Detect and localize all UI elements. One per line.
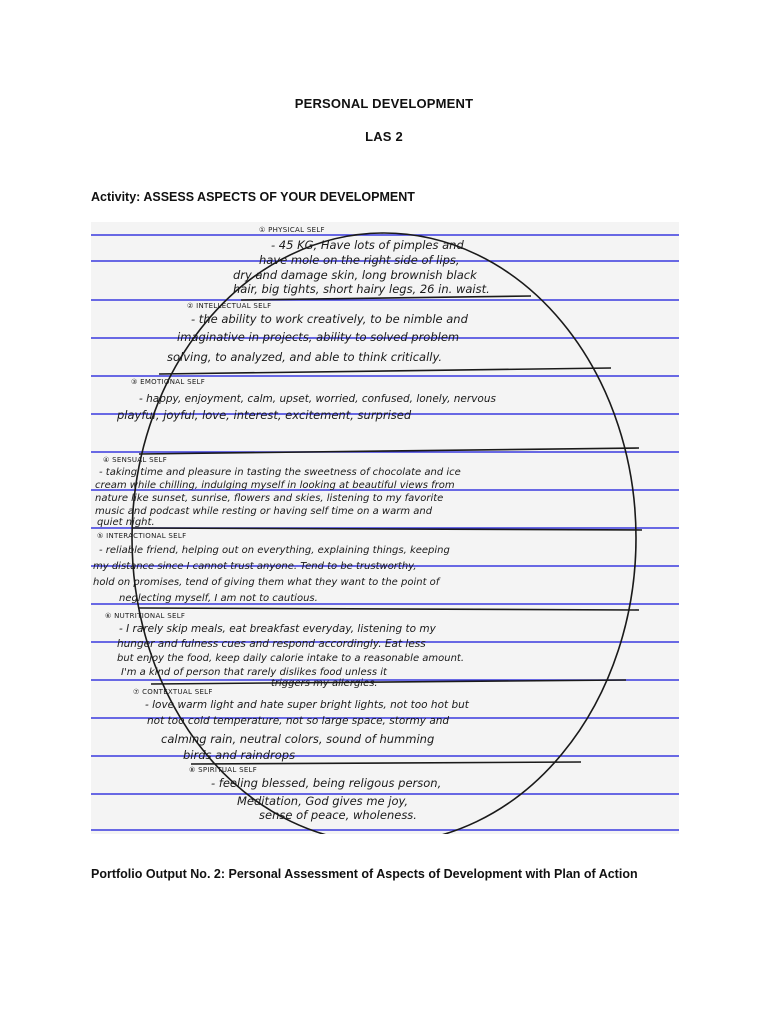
contextual-line-1: - love warm light and hate super bright lights, not too hot but	[145, 699, 469, 711]
contextual-line-2: not too cold temperature, not so large space, stormy and	[147, 715, 450, 727]
page-subtitle: LAS 2	[365, 129, 403, 144]
physical-line-1: - 45 KG, Have lots of pimples and	[271, 238, 464, 252]
contextual-line-3: calming rain, neutral colors, sound of humming	[161, 732, 435, 746]
page-title: PERSONAL DEVELOPMENT	[294, 96, 474, 111]
section-label-intellectual: ② INTELLECTUAL SELF	[187, 302, 272, 310]
nutritional-line-5: triggers my allergies.	[271, 678, 378, 689]
sensual-line-3: nature like sunset, sunrise, flowers and skies, listening to my favorite	[95, 493, 444, 504]
sensual-line-5: quiet night.	[97, 517, 155, 528]
spiritual-line-3: sense of peace, wholeness.	[259, 808, 417, 822]
spiritual-line-1: - feeling blessed, being religous person,	[211, 776, 442, 790]
emotional-line-1: - happy, enjoyment, calm, upset, worried, confused, lonely, nervous	[139, 393, 496, 405]
sensual-line-4: music and podcast while resting or having self time on a warm and	[95, 506, 433, 517]
physical-line-4: hair, big tights, short hairy legs, 26 in. waist.	[233, 282, 490, 296]
sensual-line-1: - taking time and pleasure in tasting the sweetness of chocolate and ice	[99, 467, 461, 478]
nutritional-line-2: hunger and fulness cues and respond accordingly. Eat less	[117, 638, 426, 650]
section-label-contextual: ⑦ CONTEXTUAL SELF	[133, 688, 213, 696]
portfolio-heading: Portfolio Output No. 2: Personal Assessment of Aspects of Development with Plan of Action	[91, 867, 638, 881]
physical-line-3: dry and damage skin, long brownish black	[233, 268, 477, 282]
activity-heading: Activity: ASSESS ASPECTS OF YOUR DEVELOPMENT	[91, 190, 415, 204]
section-label-emotional: ③ EMOTIONAL SELF	[131, 378, 206, 386]
physical-line-2: have mole on the right side of lips,	[259, 253, 460, 267]
interactional-line-1: - reliable friend, helping out on everything, explaining things, keeping	[99, 545, 450, 556]
nutritional-line-4: I'm a kind of person that rarely dislikes food unless it	[121, 667, 387, 678]
nutritional-line-1: - I rarely skip meals, eat breakfast everyday, listening to my	[119, 623, 436, 635]
section-label-physical: ① PHYSICAL SELF	[259, 226, 325, 234]
interactional-line-3: hold on promises, tend of giving them what they want to the point of	[93, 577, 440, 588]
section-label-nutritional: ⑥ NUTRITIONAL SELF	[105, 612, 186, 620]
handwritten-assessment-photo	[91, 222, 679, 834]
section-label-sensual: ④ SENSUAL SELF	[103, 456, 168, 464]
section-label-spiritual: ⑧ SPIRITUAL SELF	[189, 766, 258, 774]
contextual-line-4: birds and raindrops	[183, 748, 296, 762]
spiritual-line-2: Meditation, God gives me joy,	[237, 794, 409, 808]
emotional-line-2: playful, joyful, love, interest, excitement, surprised	[117, 408, 412, 422]
nutritional-line-3: but enjoy the food, keep daily calorie intake to a reasonable amount.	[117, 653, 465, 664]
section-label-interactional: ⑤ INTERACTIONAL SELF	[97, 532, 187, 540]
intellectual-line-1: - the ability to work creatively, to be nimble and	[191, 312, 468, 326]
interactional-line-4: neglecting myself, I am not to cautious.	[119, 593, 318, 604]
intellectual-line-3: solving, to analyzed, and able to think critically.	[167, 350, 443, 364]
sensual-line-2: cream while chilling, indulging myself in looking at beautiful views from	[95, 480, 455, 491]
interactional-line-2: my distance since I cannot trust anyone. Tend to be trustworthy,	[93, 561, 417, 572]
intellectual-line-2: imaginative in projects, ability to solved problem	[177, 330, 460, 344]
